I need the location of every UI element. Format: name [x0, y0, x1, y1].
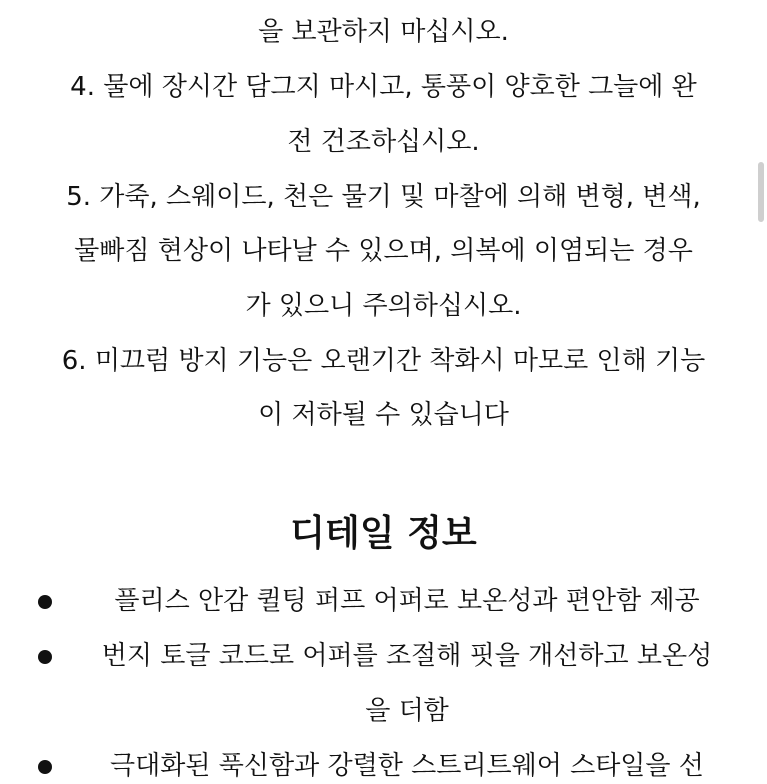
bullet-icon	[38, 650, 52, 664]
bullet-icon	[38, 595, 52, 609]
care-item-5-line-1: 5. 가죽, 스웨이드, 천은 물기 및 마찰에 의해 변형, 변색,	[66, 182, 701, 212]
detail-bullet-2-line-2: 을 더함	[365, 696, 449, 726]
care-item-6-line-2: 이 저하될 수 있습니다	[258, 400, 509, 430]
detail-bullet-1-line-1: 플리스 안감 퀼팅 퍼프 어퍼로 보온성과 편안함 제공	[114, 586, 700, 616]
detail-bullet-3-line-1: 극대화된 푹신함과 강렬한 스트리트웨어 스타일을 선	[110, 751, 704, 781]
care-item-4-line-2: 전 건조하십시오.	[287, 127, 480, 157]
care-item-3-continued: 을 보관하지 마십시오.	[258, 17, 509, 47]
care-item-5-line-3: 가 있으니 주의하십시오.	[245, 291, 522, 321]
bullet-icon	[38, 760, 52, 774]
care-item-6-line-1: 6. 미끄럼 방지 기능은 오랜기간 착화시 마모로 인해 기능	[61, 346, 706, 376]
scrollbar-thumb[interactable]	[758, 162, 764, 222]
care-item-5-line-2: 물빠짐 현상이 나타날 수 있으며, 의복에 이염되는 경우	[74, 236, 693, 266]
detail-bullet-2-line-1: 번지 토글 코드로 어퍼를 조절해 핏을 개선하고 보온성	[101, 641, 713, 671]
detail-info-heading: 디테일 정보	[290, 513, 477, 554]
care-item-4-line-1: 4. 물에 장시간 담그지 마시고, 통풍이 양호한 그늘에 완	[70, 72, 697, 102]
